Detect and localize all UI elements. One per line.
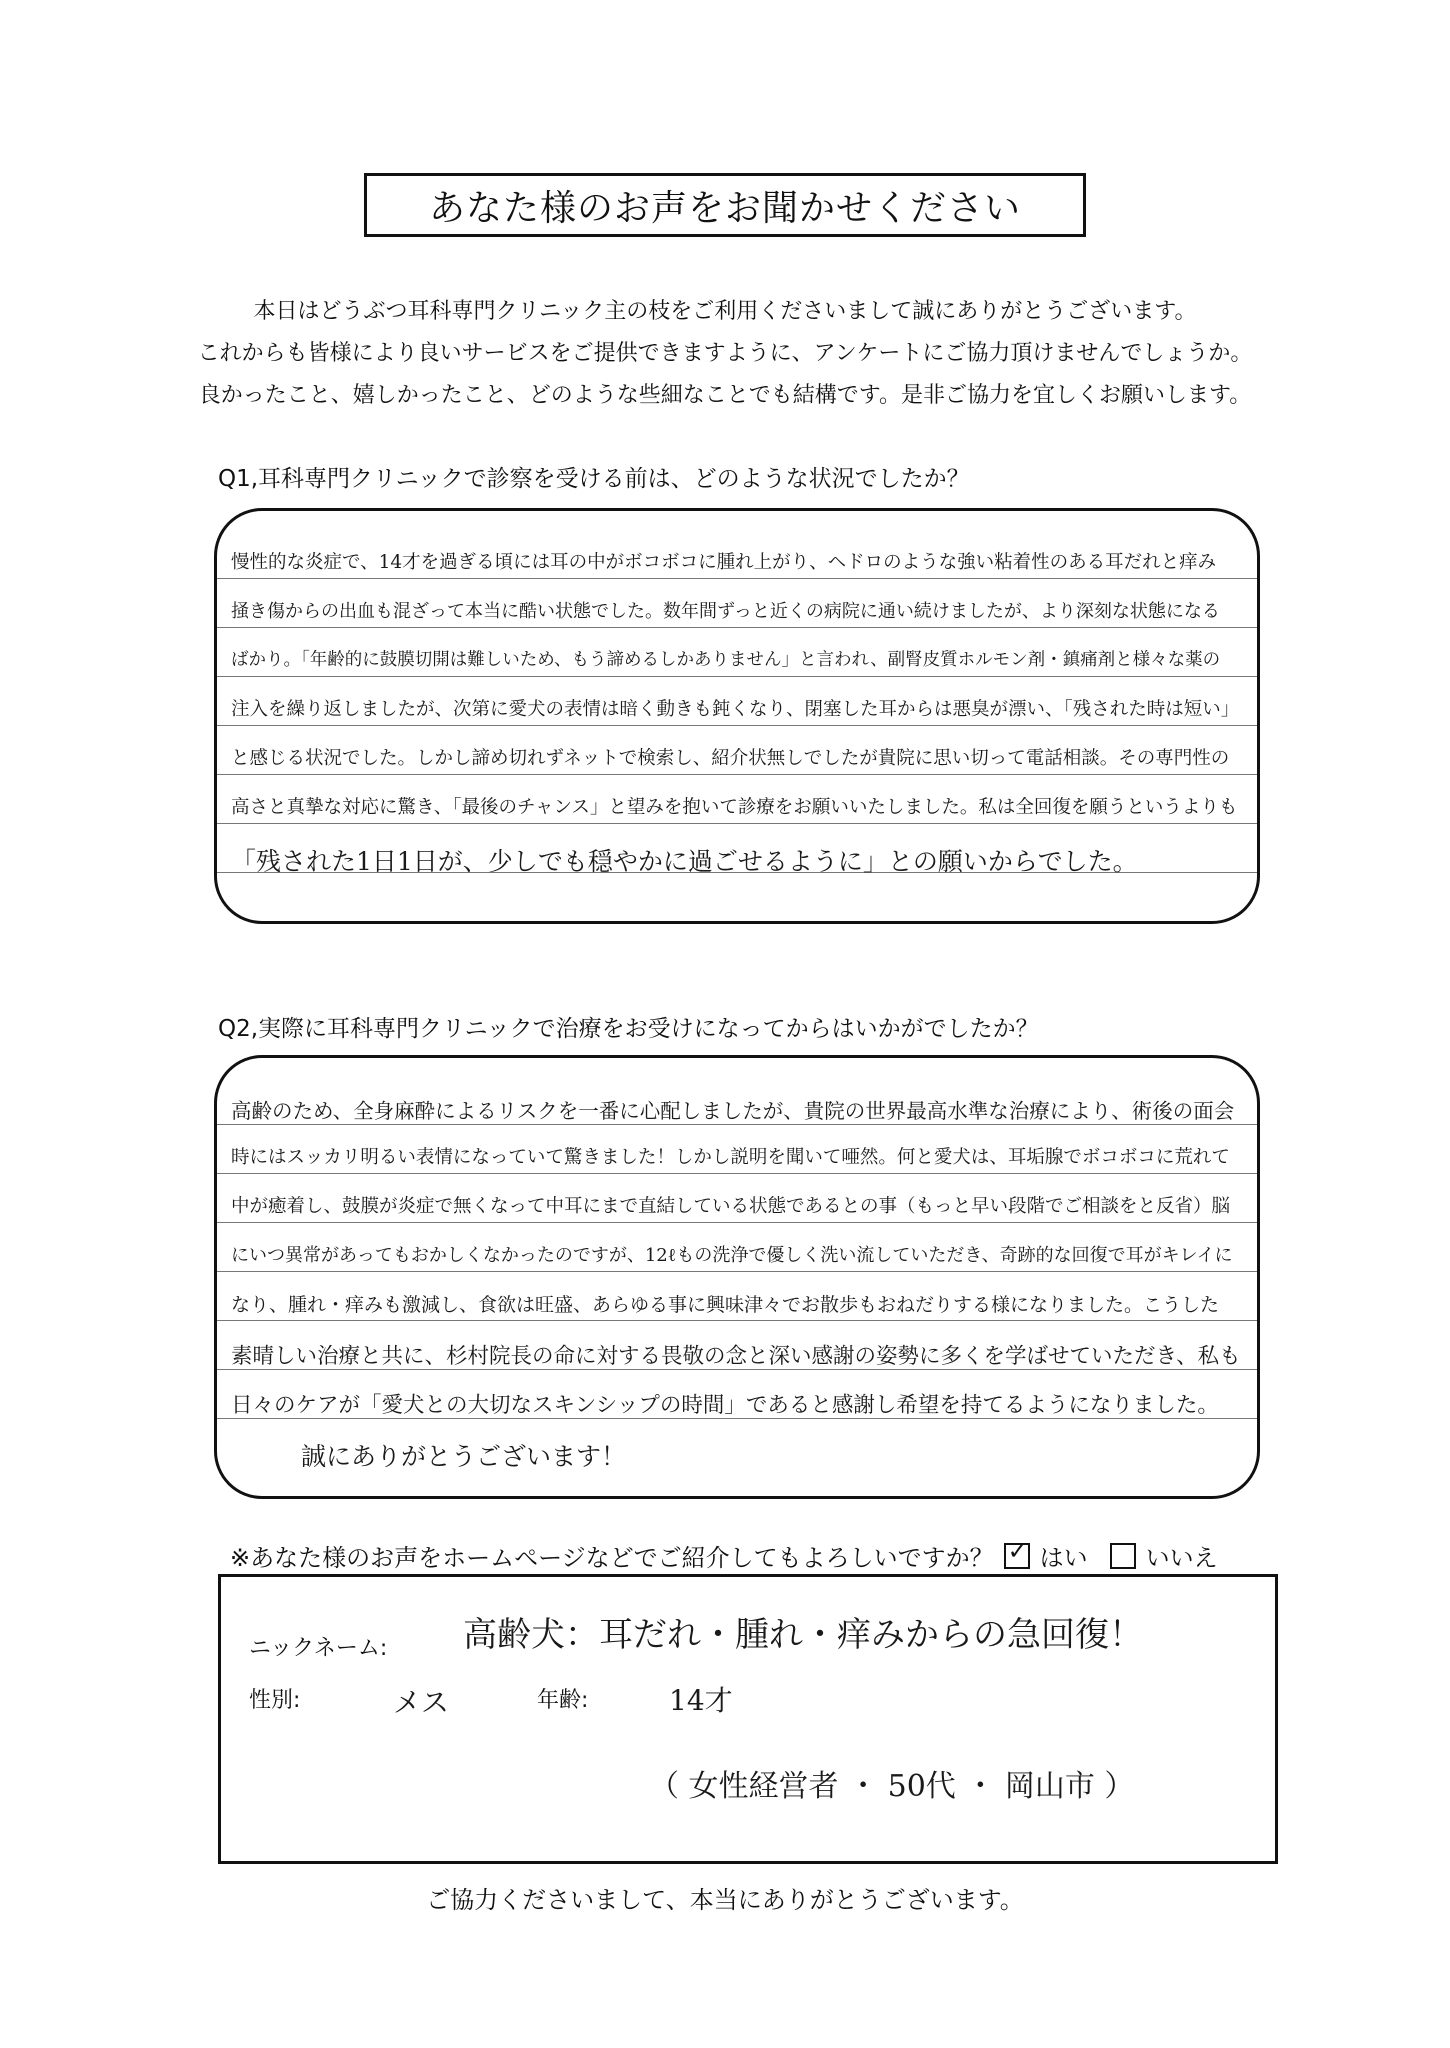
answer-2-line: 素晴しい治療と共に、杉村院長の命に対する畏敬の念と深い感謝の姿勢に多くを学ばせていただき、私も <box>231 1344 1241 1369</box>
answer-1-line: 高さと真摯な対応に驚き、「最後のチャンス」と望みを抱いて診療をお願いいたしました。私は全回復を願うというよりも <box>231 797 1238 818</box>
intro-line-2: これからも皆様により良いサービスをご提供できますように、アンケートにご協力頂けませんでしょうか。 <box>197 341 1253 366</box>
question-2: Q2,実際に耳科専門クリニックで治療をお受けになってからはいかがでしたか？ <box>218 1016 1039 1042</box>
checkmark-icon: ✓ <box>1007 1536 1028 1565</box>
answer-2-closing: 誠にありがとうございます！ <box>301 1442 627 1471</box>
answer-2-line: 日々のケアが「愛犬との大切なスキンシップの時間」であると感謝し希望を持てるようになりました。 <box>231 1393 1219 1418</box>
intro-line-3: 良かったこと、嬉しかったこと、どのような些細なことでも結構です。是非ご協力を宜しくお願いします。 <box>198 383 1252 408</box>
answer-2-line: 時にはスッカリ明るい表情になっていて驚きました！しかし説明を聞いて唖然。何と愛犬は、耳垢腺でボコボコに荒れて <box>231 1147 1230 1168</box>
answer-1-line: と感じる状況でした。しかし諦め切れずネットで検索し、紹介状無しでしたが貴院に思い切って電話相談。その専門性の <box>231 748 1230 769</box>
answer-2-line: 高齢のため、全身麻酔によるリスクを一番に心配しましたが、貴院の世界最高水準な治療により、術後の面会 <box>231 1099 1235 1123</box>
consent-question: ※あなた様のお声をホームページなどでご紹介してもよろしいですか？ <box>230 1544 994 1572</box>
writer-info: （ 女性経営者 ・ 50代 ・ 岡山市 ） <box>649 1769 1135 1804</box>
nickname-label: ニックネーム: <box>249 1636 388 1661</box>
gender-label: 性別: <box>249 1688 301 1713</box>
answer-1-line: ばかり。「年齢的に鼓膜切開は難しいため、もう諦めるしかありません」と言われ、副腎皮質ホルモン剤・鎮痛剤と様々な薬の <box>231 650 1221 670</box>
answer-1-line: 慢性的な炎症で、14才を過ぎる頃には耳の中がボコボコに腫れ上がり、ヘドロのような強い粘着性のある耳だれと痒み <box>231 552 1217 573</box>
answer-2-line: なり、腫れ・痒みも激減し、食欲は旺盛、あらゆる事に興味津々でお散歩もおねだりする様になりました。こうした <box>231 1294 1220 1316</box>
intro-line-1: 本日はどうぶつ耳科専門クリニック主の枝をご利用くださいまして誠にありがとうございます。 <box>253 299 1197 324</box>
answer-2-line: 中が癒着し、鼓膜が炎症で無くなって中耳にまで直結している状態であるとの事（もっと早い段階でご相談をと反省）脳 <box>231 1196 1231 1217</box>
thank-you-footer: ご協力くださいまして、本当にありがとうございます。 <box>426 1886 1024 1914</box>
page-title: あなた様のお声をお聞かせください <box>364 173 1086 237</box>
age-label: 年齢: <box>537 1688 589 1713</box>
consent-row <box>230 1538 1218 1573</box>
answer-box-2 <box>214 1055 1260 1499</box>
question-1: Q1,耳科専門クリニックで診察を受ける前は、どのような状況でしたか？ <box>218 466 970 492</box>
nickname-value: 高齢犬：耳だれ・腫れ・痒みからの急回復！ <box>463 1615 1143 1655</box>
no-checkbox[interactable] <box>1110 1543 1136 1569</box>
yes-checkbox[interactable] <box>1004 1536 1030 1569</box>
answer-1-line: 掻き傷からの出血も混ざって本当に酷い状態でした。数年間ずっと近くの病院に通い続けましたが、より深刻な状態になる <box>231 601 1220 622</box>
answer-2-line: にいつ異常があってもおかしくなかったのですが、12ℓもの洗浄で優しく洗い流していただき、奇跡的な回復で耳がキレイに <box>231 1245 1233 1266</box>
profile-box <box>218 1574 1278 1864</box>
no-label: いいえ <box>1145 1544 1218 1572</box>
yes-label: はい <box>1039 1544 1088 1572</box>
answer-1-line: 「残された1日1日が、少しでも穏やかに過ごせるように」との願いからでした。 <box>231 847 1138 876</box>
answer-box-1 <box>214 508 1260 924</box>
gender-value: メス <box>393 1686 450 1719</box>
age-value: 14才 <box>669 1684 733 1717</box>
answer-1-line: 注入を繰り返しましたが、次第に愛犬の表情は暗く動きも鈍くなり、閉塞した耳からは悪臭が漂い、「残された時は短い」 <box>231 699 1240 720</box>
